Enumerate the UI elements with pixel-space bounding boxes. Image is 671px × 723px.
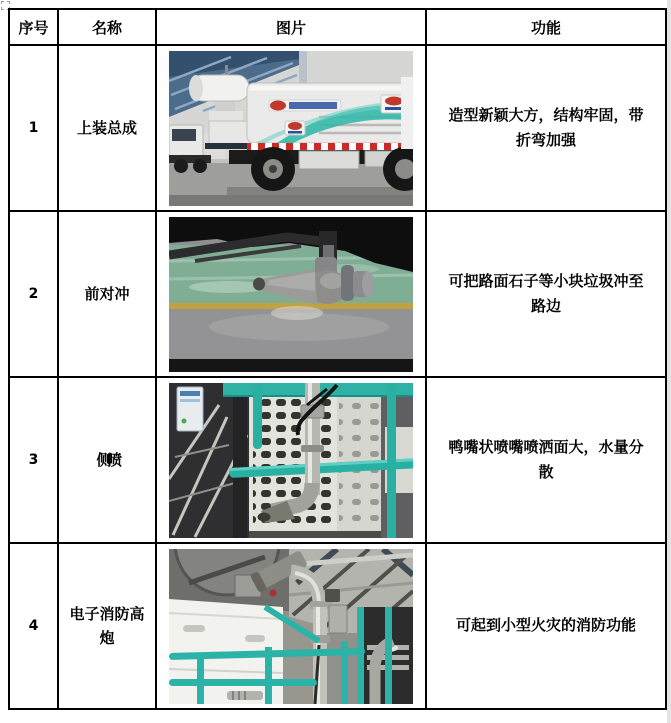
row-picture-cell bbox=[156, 211, 426, 377]
row-number: 1 bbox=[9, 45, 58, 211]
row-function: 鸭嘴状喷嘴喷洒面大，水量分散 bbox=[426, 377, 666, 543]
row-picture-cell bbox=[156, 45, 426, 211]
row-picture-cell bbox=[156, 543, 426, 709]
truck-side-view-photo bbox=[169, 51, 413, 206]
row-number: 4 bbox=[9, 543, 58, 709]
table-row bbox=[9, 377, 666, 543]
page-edge-strip bbox=[667, 0, 671, 723]
row-picture-cell bbox=[156, 377, 426, 543]
product-feature-table bbox=[8, 8, 667, 710]
row-name: 电子消防高炮 bbox=[58, 543, 156, 709]
header-function: 功能 bbox=[426, 9, 666, 45]
header-name: 名称 bbox=[58, 9, 156, 45]
header-index: 序号 bbox=[9, 9, 58, 45]
table-row bbox=[9, 211, 666, 377]
row-name: 前对冲 bbox=[58, 211, 156, 377]
row-number: 2 bbox=[9, 211, 58, 377]
row-name: 上装总成 bbox=[58, 45, 156, 211]
row-name: 侧喷 bbox=[58, 377, 156, 543]
header-picture: 图片 bbox=[156, 9, 426, 45]
side-spray-nozzle-photo bbox=[169, 383, 413, 538]
row-number: 3 bbox=[9, 377, 58, 543]
electronic-fire-cannon-photo bbox=[169, 549, 413, 704]
front-flush-nozzle-photo bbox=[169, 217, 413, 372]
table-row bbox=[9, 543, 666, 709]
tank-body bbox=[247, 83, 413, 143]
row-function: 可把路面石子等小块垃圾冲至路边 bbox=[426, 211, 666, 377]
row-function: 造型新颖大方，结构牢固，带折弯加强 bbox=[426, 45, 666, 211]
table-header-row bbox=[9, 9, 666, 45]
table-row bbox=[9, 45, 666, 211]
row-function: 可起到小型火灾的消防功能 bbox=[426, 543, 666, 709]
